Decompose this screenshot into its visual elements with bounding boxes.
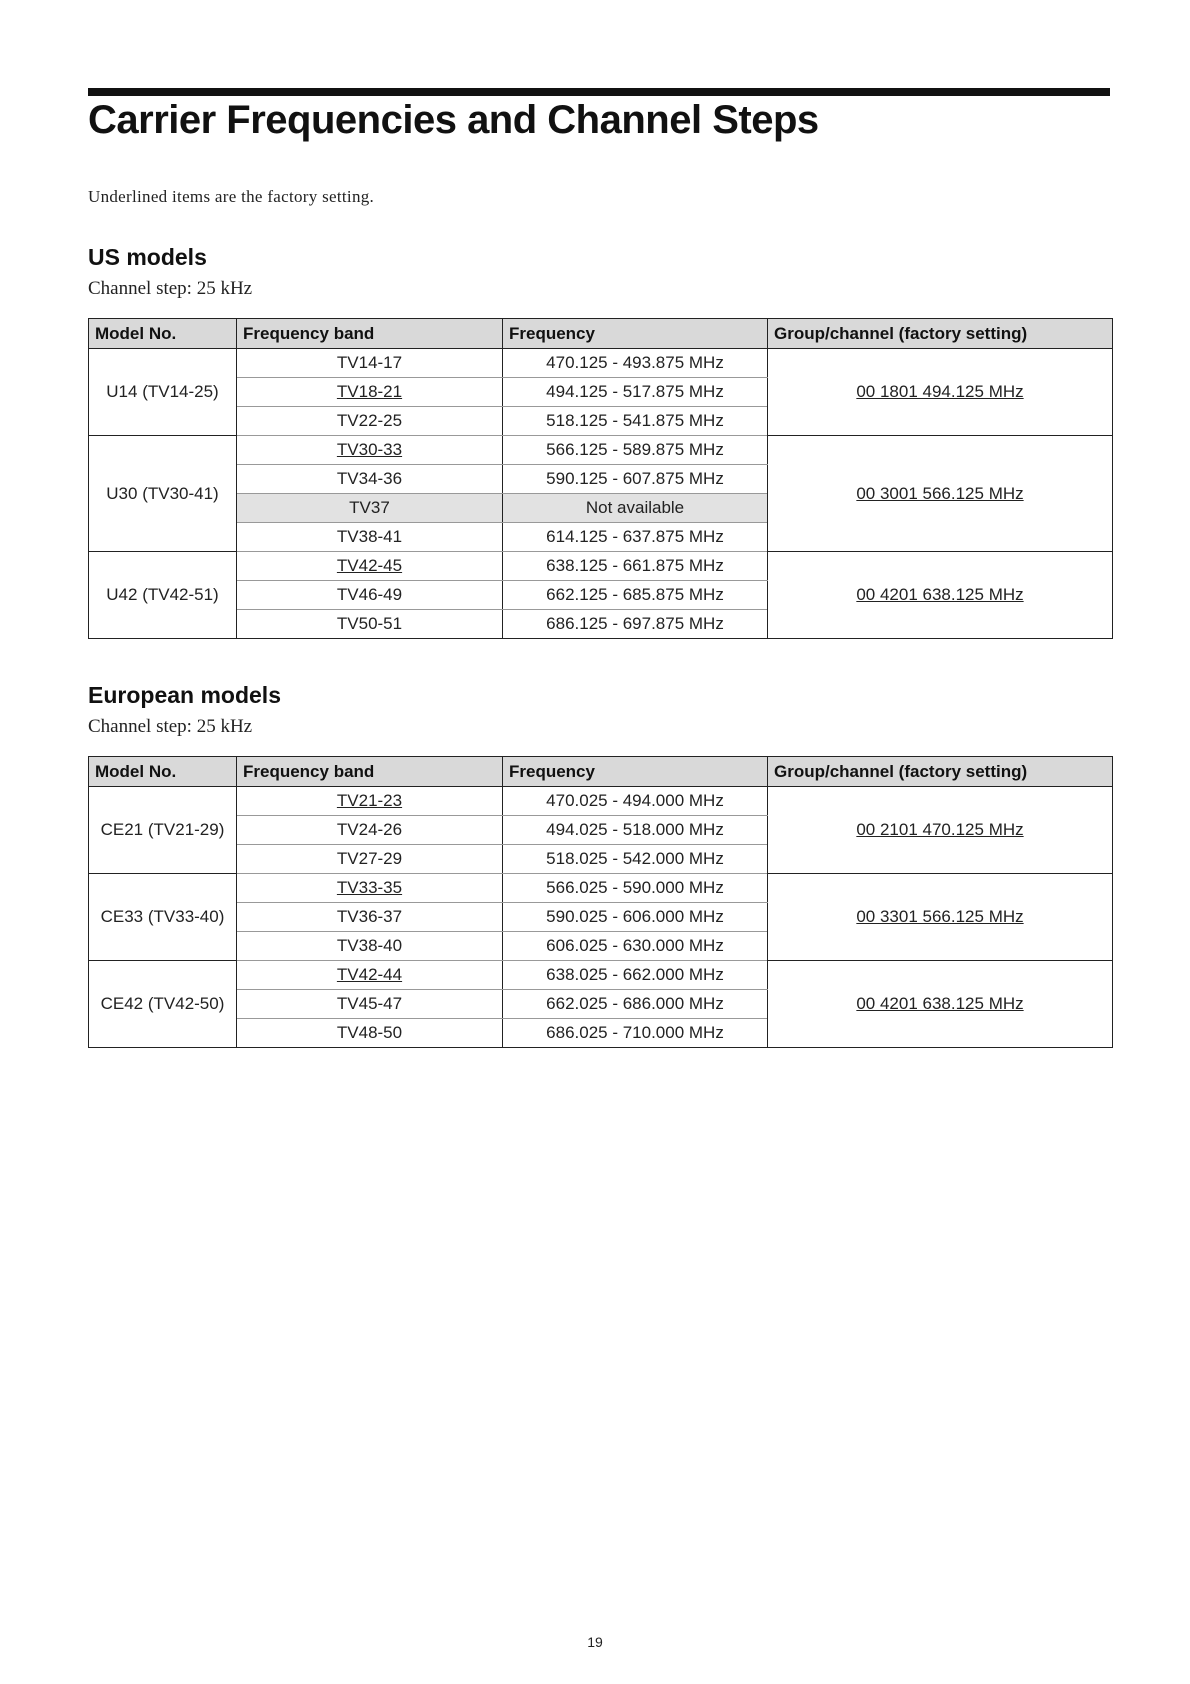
band-cell: TV38-40 [237, 932, 503, 961]
table-row [89, 787, 1113, 816]
model-cell: U14 (TV14-25) [89, 349, 237, 436]
factory-setting-cell [768, 787, 1113, 874]
factory-setting-value: 00 4201 638.125 MHz [856, 585, 1024, 604]
model-cell: U30 (TV30-41) [89, 436, 237, 552]
band-cell [237, 552, 503, 581]
column-header-model: Model No. [89, 319, 237, 349]
band-cell: TV37 [237, 494, 503, 523]
frequency-cell: 638.025 - 662.000 MHz [503, 961, 768, 990]
factory-setting-value: 00 2101 470.125 MHz [856, 820, 1024, 839]
band-cell [237, 378, 503, 407]
model-cell: CE42 (TV42-50) [89, 961, 237, 1048]
factory-setting-cell [768, 552, 1113, 639]
factory-setting-value: 00 3301 566.125 MHz [856, 907, 1024, 926]
band-cell: TV24-26 [237, 816, 503, 845]
factory-setting-value: 00 3001 566.125 MHz [856, 483, 1024, 503]
frequency-cell: 662.025 - 686.000 MHz [503, 990, 768, 1019]
column-header-frequency: Frequency [503, 757, 768, 787]
frequency-cell: 662.125 - 685.875 MHz [503, 581, 768, 610]
european-models-heading: European models [88, 682, 281, 708]
band-cell: TV45-47 [237, 990, 503, 1019]
factory-band-value: TV30-33 [336, 440, 403, 459]
factory-setting-cell [768, 436, 1113, 552]
model-cell: CE21 (TV21-29) [89, 787, 237, 874]
band-cell: TV22-25 [237, 407, 503, 436]
table-row [89, 436, 1113, 465]
column-header-group-channel: Group/channel (factory setting) [768, 757, 1113, 787]
band-cell: TV38-41 [237, 523, 503, 552]
table-header-row [89, 757, 1113, 787]
band-cell: TV46-49 [237, 581, 503, 610]
us-channel-step: Channel step: 25 kHz [88, 278, 253, 299]
column-header-frequency: Frequency [503, 319, 768, 349]
band-cell: TV14-17 [237, 349, 503, 378]
band-cell: TV50-51 [237, 610, 503, 639]
us-models-heading: US models [88, 244, 207, 270]
frequency-cell: 614.125 - 637.875 MHz [503, 523, 768, 552]
factory-band-value: TV42-44 [336, 965, 403, 984]
frequency-cell: 470.125 - 493.875 MHz [503, 349, 768, 378]
column-header-frequency-band: Frequency band [237, 319, 503, 349]
page-number: 19 [587, 1634, 603, 1650]
frequency-cell: 606.025 - 630.000 MHz [503, 932, 768, 961]
frequency-cell: 494.125 - 517.875 MHz [503, 378, 768, 407]
factory-band-value: TV33-35 [336, 878, 403, 897]
factory-band-value: TV42-45 [336, 556, 403, 575]
frequency-cell: 638.125 - 661.875 MHz [503, 552, 768, 581]
model-cell: CE33 (TV33-40) [89, 874, 237, 961]
band-cell: TV27-29 [237, 845, 503, 874]
frequency-cell: 590.025 - 606.000 MHz [503, 903, 768, 932]
eu-frequency-table [88, 756, 1113, 1048]
table-row [89, 874, 1113, 903]
band-cell: TV36-37 [237, 903, 503, 932]
factory-setting-cell [768, 874, 1113, 961]
frequency-cell: 686.125 - 697.875 MHz [503, 610, 768, 639]
table-row [89, 349, 1113, 378]
factory-band-value: TV18-21 [336, 382, 403, 401]
table-row [89, 552, 1113, 581]
factory-setting-value: 00 4201 638.125 MHz [856, 994, 1024, 1013]
frequency-cell-not-available: Not available [503, 494, 768, 523]
frequency-cell: 470.025 - 494.000 MHz [503, 787, 768, 816]
table-row [89, 961, 1113, 990]
frequency-cell: 494.025 - 518.000 MHz [503, 816, 768, 845]
table-header-row [89, 319, 1113, 349]
column-header-model: Model No. [89, 757, 237, 787]
frequency-cell: 566.125 - 589.875 MHz [503, 436, 768, 465]
band-cell [237, 436, 503, 465]
frequency-cell: 590.125 - 607.875 MHz [503, 465, 768, 494]
factory-band-value: TV21-23 [336, 791, 403, 810]
band-cell [237, 874, 503, 903]
frequency-cell: 518.125 - 541.875 MHz [503, 407, 768, 436]
band-cell [237, 961, 503, 990]
frequency-cell: 518.025 - 542.000 MHz [503, 845, 768, 874]
band-cell: TV48-50 [237, 1019, 503, 1048]
factory-setting-note: Underlined items are the factory setting. [88, 187, 375, 206]
frequency-cell: 686.025 - 710.000 MHz [503, 1019, 768, 1048]
factory-setting-cell [768, 961, 1113, 1048]
top-rule [88, 88, 1110, 96]
factory-setting-value: 00 1801 494.125 MHz [856, 382, 1024, 401]
page-title: Carrier Frequencies and Channel Steps [88, 98, 819, 142]
model-cell: U42 (TV42-51) [89, 552, 237, 639]
us-frequency-table [88, 318, 1113, 639]
factory-setting-cell [768, 349, 1113, 436]
band-cell: TV34-36 [237, 465, 503, 494]
eu-channel-step: Channel step: 25 kHz [88, 716, 253, 737]
band-cell [237, 787, 503, 816]
column-header-group-channel: Group/channel (factory setting) [768, 319, 1113, 349]
frequency-cell: 566.025 - 590.000 MHz [503, 874, 768, 903]
column-header-frequency-band: Frequency band [237, 757, 503, 787]
